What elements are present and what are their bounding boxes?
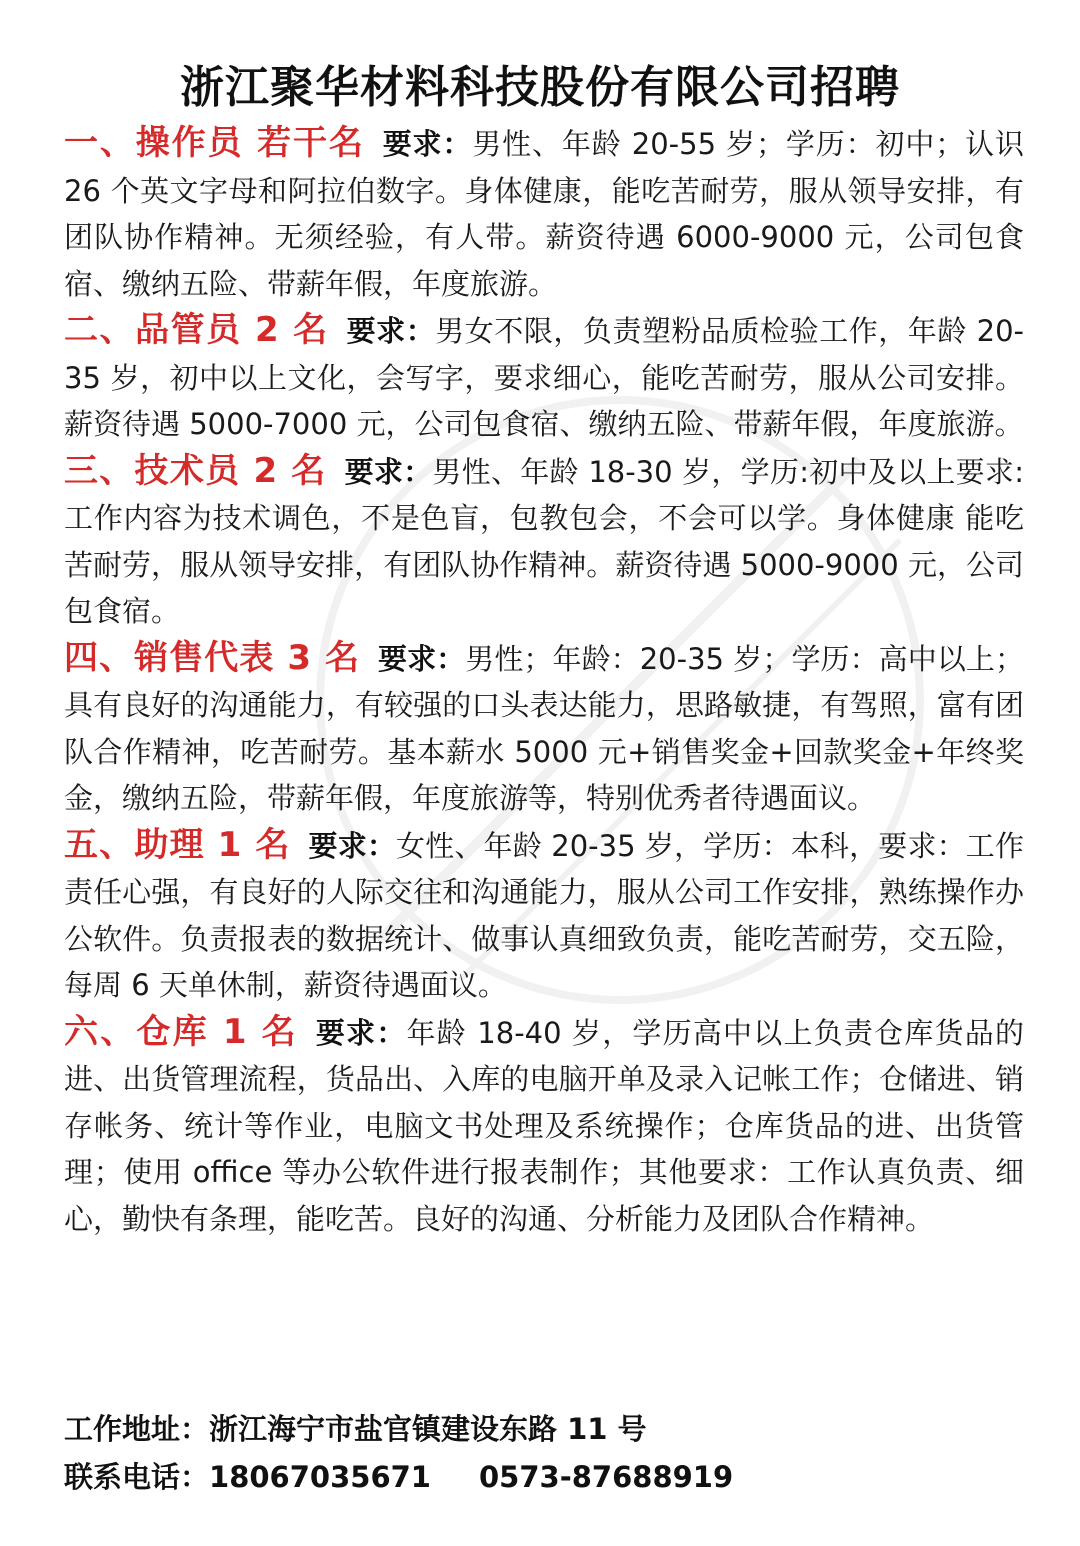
requirement-text: 男性、年龄 20-55 岁；学历：初中；认识 26 个英文字母和阿拉伯数字。身体健康，能吃苦耐劳，服从领导安排，有团队协作精神。无须经验，有人带。薪资待遇 6000-9000 元，公司包食宿、缴纳五险、带薪年假，年度旅游。 [64, 127, 1024, 301]
requirement-text: 女性、年龄 20-35 岁，学历：本科，要求：工作责任心强，有良好的人际交往和沟通能力，服从公司工作安排，熟练操作办公软件。负责报表的数据统计、做事认真细致负责，能吃苦耐劳，交五险，每周 6 天单休制，薪资待遇面议。 [64, 828, 1024, 1002]
job-heading: 六、仓库 1 名 [64, 1011, 298, 1052]
requirement-label: 要求： [382, 127, 473, 161]
requirement-label: 要求： [344, 454, 433, 489]
requirement-label: 要求： [378, 641, 466, 676]
page-title: 浙江聚华材料科技股份有限公司招聘 [180, 62, 900, 113]
requirement-text: 男性、年龄 18-30 岁，学历:初中及以上要求:工作内容为技术调色，不是色盲，包教包会，不会可以学。身体健康 能吃苦耐劳，服从领导安排，有团队协作精神。薪资待遇 5000-9000 元，公司包食宿。 [64, 454, 1024, 628]
job-heading: 三、技术员 2 名 [64, 450, 327, 491]
phone-landline: 0573-87688919 [478, 1460, 734, 1494]
contact-phone-line [64, 1453, 1024, 1501]
requirement-label: 要求： [315, 1015, 407, 1050]
job-item-assistant [64, 822, 1024, 1009]
requirement-text: 男性；年龄：20-35 岁；学历：高中以上；具有良好的沟通能力，有较强的口头表达能力，思路敏捷，有驾照，富有团队合作精神，吃苦耐劳。基本薪水 5000 元+销售奖金+回款奖金+年终奖金，缴纳五险，带薪年假，年度旅游等，特别优秀者待遇面议。 [64, 641, 1024, 815]
requirement-label: 要求： [346, 314, 436, 348]
job-list [64, 120, 1024, 1242]
job-heading: 五、助理 1 名 [64, 824, 291, 865]
job-heading: 二、品管员 2 名 [64, 310, 329, 350]
job-item-sales-representative [64, 635, 1024, 822]
requirement-text: 男女不限，负责塑粉品质检验工作，年龄 20-35 岁，初中以上文化，会写字，要求细心，能吃苦耐劳，服从公司安排。薪资待遇 5000-7000 元，公司包食宿、缴纳五险、带薪年假，年度旅游。 [64, 314, 1024, 441]
job-item-technician [64, 448, 1024, 635]
contact-info [64, 1405, 1024, 1501]
requirement-label: 要求： [308, 828, 397, 863]
requirement-text: 年龄 18-40 岁，学历高中以上负责仓库货品的进、出货管理流程，货品出、入库的电脑开单及录入记帐工作；仓储进、销存帐务、统计等作业，电脑文书处理及系统操作；仓库货品的进、出货管理；使用 office 等办公软件进行报表制作；其他要求：工作认真负责、细心，勤快有条理，能吃苦。良好的沟通、分析能力及团队合作精神。 [64, 1015, 1024, 1236]
job-item-operator [64, 120, 1024, 307]
work-address: 工作地址：浙江海宁市盐官镇建设东路 11 号 [64, 1412, 647, 1446]
phone-mobile: 18067035671 [209, 1460, 431, 1494]
job-heading: 一、操作员 若干名 [64, 123, 365, 163]
phone-label: 联系电话： [64, 1460, 210, 1494]
job-heading: 四、销售代表 3 名 [64, 637, 361, 678]
job-item-warehouse [64, 1009, 1024, 1243]
job-item-quality-inspector [64, 307, 1024, 448]
